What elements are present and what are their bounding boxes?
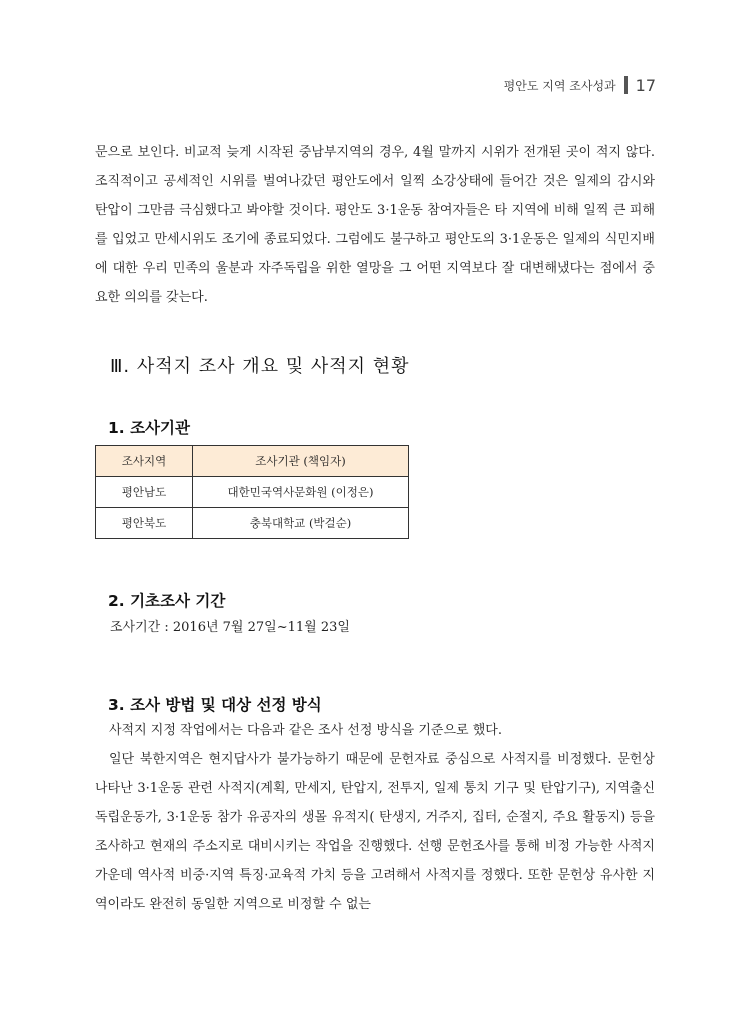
intro-paragraph: 문으로 보인다. 비교적 늦게 시작된 중남부지역의 경우, 4월 말까지 시위가 전개된 곳이 적지 않다. 조직적이고 공세적인 시위를 벌여나갔던 평안도에서 일찍 소강상태에 들어간 것은 일제의 감시와 탄압이 그만큼 극심했다고 봐야할 것이다. 평안도 3·1운동 참여자들은 타 지역에 비해 일찍 큰 피해를 입었고 만세시위도 조기에 종료되었다. 그럼에도 불구하고 평안도의 3·1운동은 일제의 식민지배에 대한 우리 민족의 울분과 자주독립을 위한 열망을 그 어떤 지역보다 잘 대변해냈다는 점에서 중요한 의의를 갖는다. xyxy=(95,145,655,305)
subsection-heading-1: 1. 조사기관 xyxy=(108,419,190,437)
intro-paragraph-block xyxy=(95,138,655,312)
table-header-cell: 조사지역 xyxy=(96,446,193,477)
page-header xyxy=(504,74,656,96)
table-header-cell: 조사기관 (책임자) xyxy=(193,446,409,477)
table-cell: 평안북도 xyxy=(96,508,193,539)
method-paragraph-block xyxy=(95,716,655,919)
method-paragraph-1: 사적지 지정 작업에서는 다음과 같은 조사 선정 방식을 기준으로 했다. xyxy=(109,723,502,738)
header-divider-bar xyxy=(624,76,628,94)
table-cell: 대한민국역사문화원 (이정은) xyxy=(193,477,409,508)
survey-period-text: 조사기간 : 2016년 7월 27일~11월 23일 xyxy=(110,620,350,635)
table-cell: 평안남도 xyxy=(96,477,193,508)
table-cell: 충북대학교 (박걸순) xyxy=(193,508,409,539)
subsection-heading-3: 3. 조사 방법 및 대상 선정 방식 xyxy=(108,696,322,714)
table-header-row xyxy=(96,446,409,477)
table-row xyxy=(96,477,409,508)
table-row xyxy=(96,508,409,539)
method-paragraph-2: 일단 북한지역은 현지답사가 불가능하기 때문에 문헌자료 중심으로 사적지를 비정했다. 문헌상 나타난 3·1운동 관련 사적지(계획, 만세지, 탄압지, 전투지, 일제 통치 기구 및 탄압기구), 지역출신 독립운동가, 3·1운동 참가 유공자의 생몰 유적지( 탄생지, 거주지, 집터, 순절지, 주요 활동지) 등을 조사하고 현재의 주소지로 대비시키는 작업을 진행했다. 선행 문헌조사를 통해 비정 가능한 사적지 가운데 역사적 비중·지역 특징·교육적 가치 등을 고려해서 사적지를 정했다. 또한 문헌상 유사한 지역이라도 완전히 동일한 지역으로 비정할 수 없는 xyxy=(95,752,655,912)
subsection-heading-2: 2. 기초조사 기간 xyxy=(108,592,226,610)
section-heading: Ⅲ. 사적지 조사 개요 및 사적지 현황 xyxy=(110,356,410,377)
survey-organization-table xyxy=(95,445,409,539)
page-number: 17 xyxy=(635,75,656,95)
running-title: 평안도 지역 조사성과 xyxy=(503,78,616,93)
